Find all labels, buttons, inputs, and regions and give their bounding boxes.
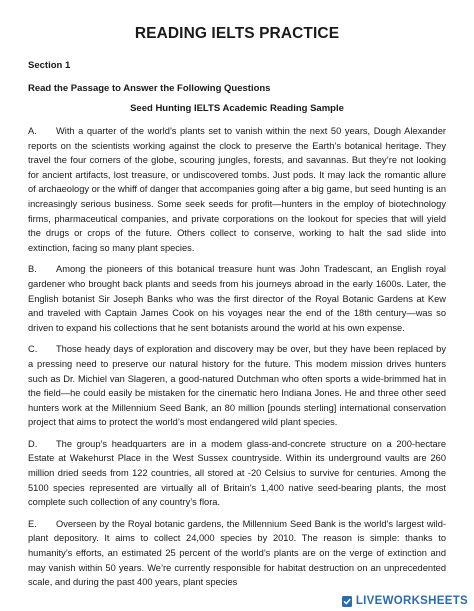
liveworksheets-logo-icon [341, 595, 353, 608]
passage-title: Seed Hunting IELTS Academic Reading Sample [130, 103, 344, 114]
paragraph-text: With a quarter of the world’s plants set to vanish within the next 50 years, Dough Alexander reports on the scientists working against the clock to preserve the Earth’s botanical heritage. They travel the four corners of the globe, scouring jungles, forests, and savannas. But they’re not looking for ancient artifacts, lost treasure, or undiscovered tombs. Just pods. It may lack the romantic allure of archaeology or the whiff of danger that accompanies going after a big game, but seed hunting is an increasingly serious business. Some seek seeds for profit—hunters in the employ of biotechnology firms, pharmaceutical companies, and private corporations on the lookout for species that will yield the drugs or crops of the future. Others collect to conserve, working to halt the sad slide into extinction, facing so many plant species. [28, 126, 446, 253]
paragraph-c [28, 342, 446, 430]
paragraph-letter: B. [28, 264, 37, 275]
section-label: Section 1 [28, 60, 71, 71]
paragraph-b [28, 262, 446, 335]
paragraph-a [28, 124, 446, 255]
paragraph-letter: A. [28, 126, 37, 136]
watermark-text: LIVEWORKSHEETS [355, 595, 468, 607]
paragraph-text: Those heady days of exploration and discovery may be over, but they have been replaced by a pressing need to preserve our natural history for the future. This modem mission drives hunters such as Dr. Michiel van Slageren, a good-natured Dutchman who often sports a wide-brimmed hat in the field—he could easily be mistaken for the cinematic hero Indiana Jones. He and three other seed hunters work at the Millennium Seed Bank, an 80 million [pounds sterling] international conservation project that aims to protect the world’s most endangered wild plant species. [28, 344, 446, 428]
paragraph-letter: E. [28, 518, 37, 529]
paragraph-letter: D. [28, 438, 38, 449]
paragraph-text: Overseen by the Royal botanic gardens, the Millennium Seed Bank is the world’s largest wild-plant depository. It aims to collect 24,000 species by 2010. The reason is simple: thanks to humanity’s efforts, an estimated 25 percent of the world’s plants are on the verge of extinction and may vanish within 50 years. We’re currently responsible for habitat destruction on an unprecedented scale, and during the past 400 years, plant species [28, 518, 446, 588]
paragraph-d [28, 437, 446, 510]
paragraph-text: The group’s headquarters are in a modem glass-and-concrete structure on a 200-hectare Estate at Wakehurst Place in the West Sussex countryside. Within its underground vaults are 260 million dried seeds from 122 countries, all stored at -20 Celsius to survive for centuries. Among the 5100 species represented are virtually all of Britain’s 1,400 native seed-bearing plants, the most complete such collection of any country’s flora. [28, 438, 446, 508]
instruction-heading: Read the Passage to Answer the Following Questions [28, 83, 271, 94]
paragraph-e [28, 517, 446, 590]
liveworksheets-watermark[interactable] [338, 593, 468, 609]
page-title: READING IELTS PRACTICE [134, 25, 340, 42]
paragraph-text: Among the pioneers of this botanical treasure hunt was John Tradescant, an English royal gardener who brought back plants and seeds from his journeys abroad in the early 1600s. Later, the English botanist Sir Joseph Banks who was the first director of the Royal Botanic Gardens at Kew and traveled with Captain James Cook on his voyages near the end of the 18th century—was so driven to expand his collections that he sent botanists around the world at his own expense. [28, 264, 446, 333]
paragraph-letter: C. [28, 344, 38, 355]
